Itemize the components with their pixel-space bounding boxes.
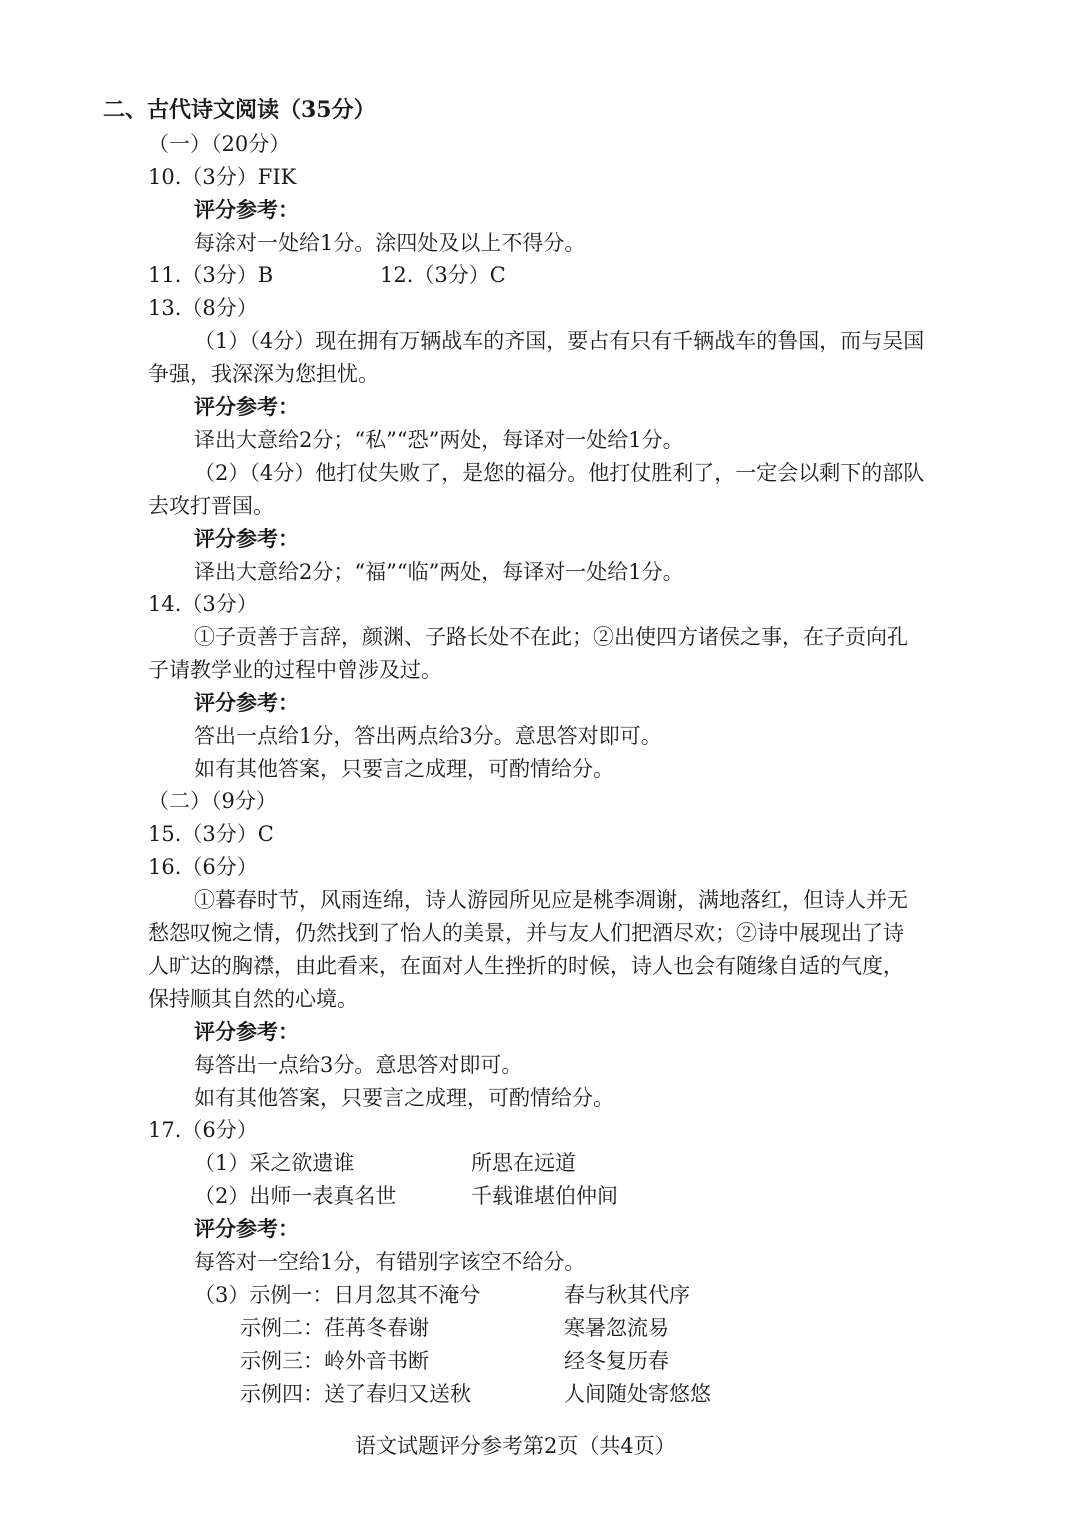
q16-scoring-label: 评分参考： — [194, 1019, 299, 1044]
q13-scoring2-text: 译出大意给2分；“福”“临”两处，每译对一处给1分。 — [194, 560, 684, 584]
q17-scoring-text: 每答对一空给1分，有错别字该空不给分。 — [194, 1250, 586, 1274]
q16-head: 16.（6分） — [148, 855, 258, 879]
q17-row2-first: （2）出师一表真名世 — [194, 1184, 397, 1208]
q17-example3-first: 示例三：岭外音书断 — [240, 1349, 429, 1373]
q17-example4-second: 人间随处寄悠悠 — [564, 1382, 711, 1406]
q17-example1-first: （3）示例一：日月忽其不淹兮 — [194, 1283, 481, 1307]
q17-row1-first: （1）采之欲遗谁 — [194, 1151, 355, 1175]
q13-answer1-line1: （1）（4分）现在拥有万辆战车的齐国，要占有只有千辆战车的鲁国，而与吴国 — [194, 329, 925, 353]
q10-scoring-text: 每涂对一处给1分。涂四处及以上不得分。 — [194, 231, 586, 255]
q11-answer: 11.（3分）B — [148, 263, 274, 287]
q14-answer-line1: ①子贡善于言辞，颜渊、子路长处不在此；②出使四方诸侯之事，在子贡向孔 — [194, 625, 908, 649]
q12-answer: 12.（3分）C — [380, 263, 506, 287]
q13-scoring2-label: 评分参考： — [194, 526, 299, 551]
q13-answer2-line1: （2）（4分）他打仗失败了，是您的福分。他打仗胜利了，一定会以剩下的部队 — [194, 461, 925, 485]
q16-answer-line3: 人旷达的胸襟，由此看来，在面对人生挫折的时候，诗人也会有随缘自适的气度， — [148, 954, 904, 978]
q14-head: 14.（3分） — [148, 592, 258, 616]
q17-example3-second: 经冬复历春 — [564, 1349, 669, 1373]
q13-answer1-line2: 争强，我深深为您担忧。 — [148, 362, 379, 386]
q14-scoring-text2: 如有其他答案，只要言之成理，可酌情给分。 — [194, 757, 614, 781]
q13-scoring1-text: 译出大意给2分；“私”“恐”两处，每译对一处给1分。 — [194, 428, 684, 452]
page-footer: 语文试题评分参考第2页（共4页） — [355, 1434, 676, 1458]
q13-answer2-line2: 去攻打晋国。 — [148, 494, 274, 518]
q14-answer-line2: 子请教学业的过程中曾涉及过。 — [148, 658, 442, 682]
q17-example2-second: 寒暑忽流易 — [564, 1316, 669, 1340]
q14-scoring-text1: 答出一点给1分，答出两点给3分。意思答对即可。 — [194, 724, 662, 748]
q16-scoring-text2: 如有其他答案，只要言之成理，可酌情给分。 — [194, 1086, 614, 1110]
q17-row1-second: 所思在远道 — [471, 1151, 576, 1175]
q10-answer: 10.（3分）FIK — [148, 165, 297, 189]
q14-scoring-label: 评分参考： — [194, 690, 299, 715]
q13-scoring1-label: 评分参考： — [194, 394, 299, 419]
part-one-title: （一）（20分） — [148, 132, 291, 156]
q13-head: 13.（8分） — [148, 296, 258, 320]
q16-answer-line1: ①暮春时节，风雨连绵，诗人游园所见应是桃李凋谢，满地落红，但诗人并无 — [194, 888, 908, 912]
q16-answer-line2: 愁怨叹惋之情，仍然找到了怡人的美景，并与友人们把酒尽欢；②诗中展现出了诗 — [148, 921, 904, 945]
q17-scoring-label: 评分参考： — [194, 1216, 299, 1241]
section-title: 二、古代诗文阅读（35分） — [103, 97, 376, 123]
q17-example4-first: 示例四：送了春归又送秋 — [240, 1382, 471, 1406]
q16-answer-line4: 保持顺其自然的心境。 — [148, 987, 358, 1011]
q17-example2-first: 示例二：荏苒冬春谢 — [240, 1316, 429, 1340]
part-two-title: （二）（9分） — [148, 789, 277, 813]
q10-scoring-label: 评分参考： — [194, 197, 299, 222]
q17-example1-second: 春与秋其代序 — [564, 1283, 690, 1307]
q16-scoring-text1: 每答出一点给3分。意思答对即可。 — [194, 1053, 523, 1077]
q17-head: 17.（6分） — [148, 1118, 258, 1142]
q15-answer: 15.（3分）C — [148, 822, 274, 846]
q17-row2-second: 千载谁堪伯仲间 — [471, 1184, 618, 1208]
